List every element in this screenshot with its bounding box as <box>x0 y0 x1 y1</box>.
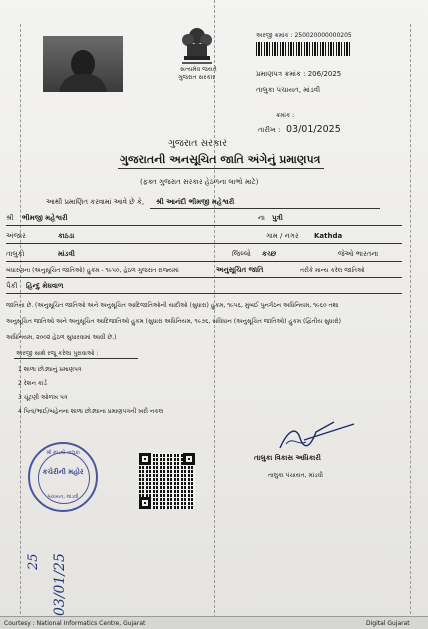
district-value: કચ્છ <box>262 250 277 258</box>
document-item: 3 ચૂંટણી ઓળખ પત્ર <box>18 394 68 401</box>
caste-name: હિન્દુ મેઘવાળ <box>26 282 64 290</box>
relation-label: ના <box>258 214 265 222</box>
seal-bottom-text: પંચાયત, માંડવી <box>47 494 79 500</box>
barcode <box>256 42 352 56</box>
father-name: ભીમજી મહેશ્વરી <box>22 214 68 222</box>
handwritten-note <box>14 540 84 620</box>
outward-label: ક્રમાંક : <box>276 112 295 119</box>
signatory-title: તાલુકા વિકાસ અધિકારી <box>254 454 321 462</box>
verification-qr-code <box>139 453 195 509</box>
caste-suffix: તરીકે માન્ય કરેલ જાતિઓ <box>300 267 365 274</box>
residence-label: અંજાર <box>6 232 26 240</box>
village-label: ગામ / નગર <box>266 232 299 240</box>
issue-date: 03/01/2025 <box>286 124 341 135</box>
handwritten-number: 25 <box>26 553 41 570</box>
document-item: 2 રેશન કાર્ડ <box>18 380 47 387</box>
certificate-number: પ્રમાણપત્ર ક્રમાંક : 206/2025 <box>256 70 342 78</box>
certificate-subtitle: (ફક્ત ગુજરાત સરકાર હેઠળના લાભો માટે) <box>140 178 259 186</box>
district-label: જિલ્લો <box>232 250 251 258</box>
notification-text: બંધારણના (અનુસૂચિત જાતિઓ) હુકમ - ૧૯૫૦, હેઠળ ગુજરાત રાજ્યમાં <box>6 267 179 274</box>
taluka-label: તાલુકો <box>6 250 25 258</box>
caste-category: અનુસૂચિત જાતિ <box>216 266 264 274</box>
right-fold-line <box>410 24 411 614</box>
legal-text-line3: અધિનિયમ, ૨૦૦૨ હેઠળ સુધારવામાં આવી છે.) <box>6 334 117 341</box>
application-number: અરજી ક્રમાંક : 250020000000205 <box>256 32 352 39</box>
documents-heading: અરજી સાથે રજૂ કરેલા પુરાવાઓ : <box>16 350 99 357</box>
relation-value: પુત્રી <box>272 214 283 222</box>
legal-text-line2: અનુસૂચિત જાતિઓ અને અનુસૂચિત આદિજાતિઓ હુકમ (સુધારા અધિનિયમ, ૧૯૭૬, સંવિધાન (અનુસૂચિત જાતિઓ) હુકમ (દ્વિતીય સુધારો) <box>6 318 342 325</box>
office-seal <box>28 442 98 512</box>
document-item: 1 શાળા છોડ્યાનું પ્રમાણપત્ર <box>18 366 82 373</box>
officer-signature <box>276 418 358 454</box>
footer-brand: Digital Gujarat <box>366 620 410 627</box>
govt-heading: ગુજરાત સરકાર <box>168 138 228 149</box>
title-underline <box>118 168 324 169</box>
taluka-value: માંડવી <box>58 250 75 258</box>
applicant-photo <box>43 36 123 92</box>
state-emblem-icon <box>178 22 216 72</box>
signatory-office: તાલુકા પંચાયત, માંડવી <box>268 472 323 479</box>
handwritten-date: 03/01/25 <box>52 553 68 616</box>
father-prefix: શ્રી <box>6 214 14 222</box>
emblem-caption: સત્યમેવ જયતે <box>180 66 217 73</box>
footer-bar <box>0 616 428 629</box>
state-text: જેઓ ભારતના <box>338 250 379 258</box>
village-value: Kathda <box>314 232 343 240</box>
taluka-office: તાલુકા પંચાયત, માંડવી <box>256 86 321 94</box>
document-item: 4 પિતા/ભાઈ/બહેનના શાળા છોડ્યાના પ્રમાણપત્રની ખરી નકલ <box>18 408 164 415</box>
seal-top-text: શ્રી માંડવી તાલુકા <box>46 450 80 456</box>
date-label: તારીખ : <box>258 126 281 134</box>
legal-text-line1: જાતિના છે. (અનુસૂચિત જાતિઓ અને અનુસૂચિત આદિજાતિઓની યાદીઓ (સુધારા) હુકમ, ૧૯૫૬, મુંબઈ પુનર્ગઠન અધિનિયમ, ૧૯૬૦ તથા <box>6 302 339 309</box>
center-fold-line <box>214 0 215 628</box>
certificate-title: ગુજરાતની અનસૂચિત જાતિ અંગેનું પ્રમાણપત્ર <box>120 153 321 166</box>
residence-value: કાઠડા <box>58 232 75 240</box>
seal-center-text: કચેરીની મહોર <box>42 468 84 476</box>
emblem-office: ગુજરાત સરકાર <box>178 74 216 81</box>
footer-courtesy: Courtesy : National Informatics Centre, Gujarat <box>4 620 146 627</box>
intro-text: આથી પ્રમાણિત કરવામાં આવે છે કે, <box>46 198 145 206</box>
applicant-name: શ્રી આનંદી ભીમજી મહેશ્વરી <box>156 198 235 206</box>
caste-prefix: પૈકી <box>6 282 18 290</box>
